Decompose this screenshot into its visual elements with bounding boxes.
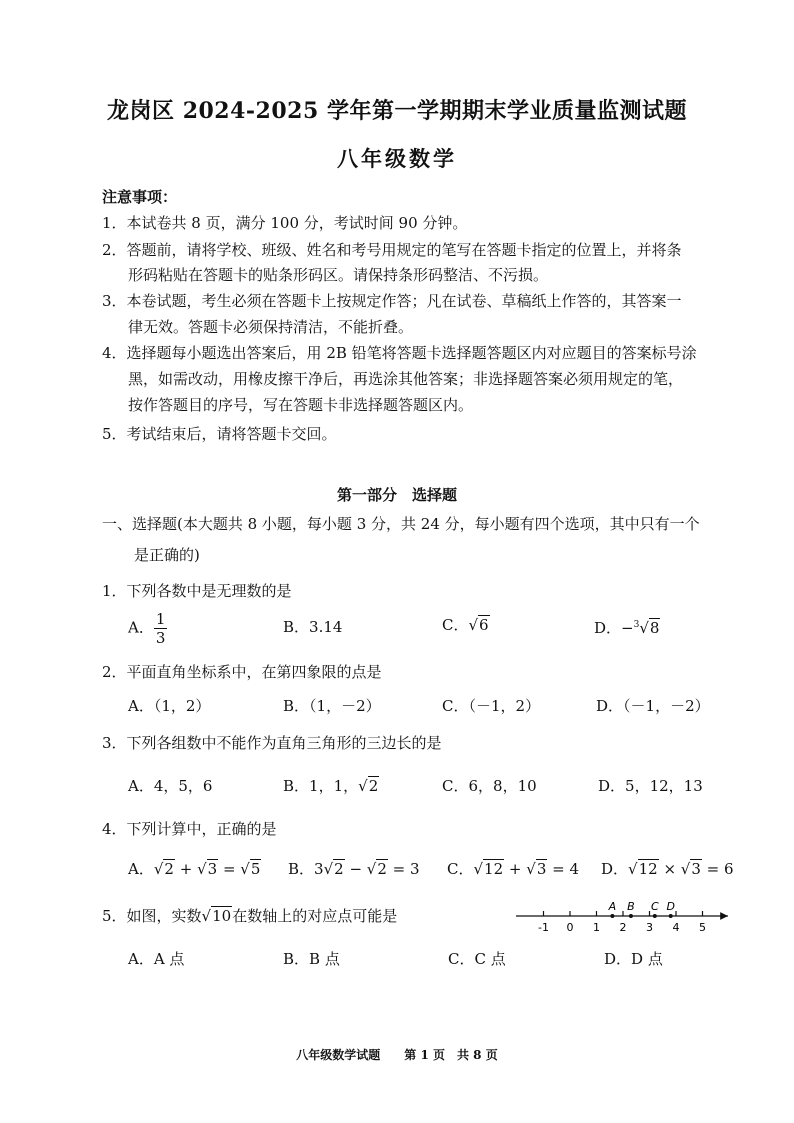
q3-option-c: C．6，8，10 xyxy=(442,777,537,795)
q2-option-d: D．（－1，－2） xyxy=(596,697,710,715)
part-intro-line-2: 是正确的) xyxy=(134,546,200,564)
q2-option-c: C．（－1，2） xyxy=(442,697,541,715)
q1-d-sqrt: √8 xyxy=(639,619,660,637)
number-line-point-label: C xyxy=(650,900,659,913)
q1-c-radicand: 6 xyxy=(479,616,489,634)
q4-b-radicand-1: 2 xyxy=(334,860,344,878)
q4-option-a xyxy=(128,858,261,880)
q4-d-sqrt-2: √3 xyxy=(680,860,701,878)
notice-line-4: 4．选择题每小题选出答案后，用 2B 铅笔将答题卡选择题答题区内对应题目的答案标号涂 xyxy=(102,344,697,362)
q2-stem: 2．平面直角坐标系中，在第四象限的点是 xyxy=(102,663,382,681)
q1-d-label: D．− xyxy=(594,619,634,637)
number-line-point-c xyxy=(653,914,657,918)
number-line-tick-label: 1 xyxy=(593,921,600,934)
q3-option-d: D．5，12，13 xyxy=(598,777,703,795)
q1-a-fraction xyxy=(154,610,168,647)
q2-option-b: B．（1，－2） xyxy=(283,697,381,715)
q1-option-d xyxy=(594,614,660,639)
q5-stem xyxy=(102,906,397,926)
q4-d-radicand-1: 12 xyxy=(638,860,658,878)
q4-d-radicand-2: 3 xyxy=(691,860,701,878)
q5-option-c: C．C 点 xyxy=(448,950,506,968)
notice-line-4c: 按作答题目的序号，写在答题卡非选择题答题区内。 xyxy=(128,396,474,414)
q5-stem-suffix: 在数轴上的对应点可能是 xyxy=(232,907,398,925)
q4-a-operator: + xyxy=(174,860,198,878)
q5-stem-prefix: 5．如图，实数 xyxy=(102,907,202,925)
number-line-figure xyxy=(508,896,734,940)
q1-option-b: B．3.14 xyxy=(283,618,343,636)
number-line-point-d xyxy=(669,914,673,918)
q4-a-sqrt-1: √2 xyxy=(153,860,174,878)
number-line-ticks xyxy=(538,911,706,934)
q1-c-label: C． xyxy=(442,616,469,634)
q5-option-b: B．B 点 xyxy=(283,950,340,968)
q4-a-sqrt-3: √5 xyxy=(240,860,261,878)
q5-stem-radicand: 10 xyxy=(212,907,232,925)
q4-c-sqrt-2: √3 xyxy=(526,860,547,878)
q4-a-equals: = xyxy=(218,860,241,878)
q3-option-b xyxy=(283,775,379,797)
notice-line-3: 3．本卷试题，考生必须在答题卡上按规定作答；凡在试卷、草稿纸上作答的，其答案一 xyxy=(102,292,682,310)
q4-b-sqrt-1: √2 xyxy=(323,860,344,878)
number-line-point-label: A xyxy=(608,900,617,913)
q4-d-operator: × xyxy=(658,860,681,878)
exam-title: 龙岗区 2024-2025 学年第一学期期末学业质量监测试题 xyxy=(107,98,687,124)
q3-option-a: A．4，5，6 xyxy=(128,777,213,795)
q1-a-label: A． xyxy=(128,618,154,637)
q3-stem: 3．下列各组数中不能作为直角三角形的三边长的是 xyxy=(102,734,442,752)
page-footer: 八年级数学试题 第 1 页 共 8 页 xyxy=(296,1048,498,1062)
q4-a-radicand-3: 5 xyxy=(250,860,261,878)
section-title: 第一部分 选择题 xyxy=(336,486,457,504)
q3-b-radicand: 2 xyxy=(368,777,379,795)
number-line-tick-label: 2 xyxy=(619,921,627,934)
q1-option-a xyxy=(128,610,167,647)
q4-a-radicand-2: 3 xyxy=(207,860,218,878)
q1-c-sqrt: √6 xyxy=(468,616,489,634)
q4-option-b xyxy=(288,858,420,880)
number-line-point-a xyxy=(610,914,614,918)
q1-a-numerator: 1 xyxy=(155,610,166,628)
q4-c-operator: + xyxy=(504,860,527,878)
q4-b-radicand-2: 2 xyxy=(377,860,387,878)
q3-b-label: B．1，1， xyxy=(283,777,359,795)
q4-d-sqrt-1: √12 xyxy=(628,860,658,878)
number-line-point-label: D xyxy=(666,900,675,913)
q4-c-sqrt-1: √12 xyxy=(473,860,504,878)
q4-option-d xyxy=(601,858,734,880)
number-line-tick-label: -1 xyxy=(538,921,549,934)
q4-option-c xyxy=(447,858,579,880)
q4-c-label: C． xyxy=(447,860,474,878)
q4-d-label: D． xyxy=(601,860,629,878)
number-line-tick-label: 4 xyxy=(672,921,680,934)
q5-option-d: D．D 点 xyxy=(604,950,663,968)
notice-line-5: 5．考试结束后，请将答题卡交回。 xyxy=(102,425,337,443)
q4-c-radicand-2: 3 xyxy=(536,860,547,878)
number-line-points xyxy=(608,900,675,918)
q1-option-c xyxy=(442,614,490,636)
notice-heading: 注意事项： xyxy=(102,188,178,206)
q1-d-root-index: 3 xyxy=(633,620,640,630)
part-intro-line-1: 一、选择题(本大题共 8 小题，每小题 3 分，共 24 分，每小题有四个选项，其中只有一个 xyxy=(102,515,700,533)
q4-a-sqrt-2: √3 xyxy=(197,860,218,878)
notice-line-1: 1．本试卷共 8 页，满分 100 分，考试时间 90 分钟。 xyxy=(102,214,468,232)
notice-line-2b: 形码粘贴在答题卡的贴条形码区。请保持条形码整洁、不污损。 xyxy=(128,266,549,284)
notice-line-3b: 律无效。答题卡必须保持清洁，不能折叠。 xyxy=(128,318,414,336)
number-line-tick-label: 5 xyxy=(699,921,706,934)
q5-stem-sqrt: √10 xyxy=(201,907,232,925)
q4-b-sqrt-2: √2 xyxy=(366,860,387,878)
number-line-tick-label: 0 xyxy=(566,921,574,934)
q3-b-sqrt: √2 xyxy=(358,777,379,795)
q1-d-radicand: 8 xyxy=(649,619,660,637)
exam-subtitle: 八年级数学 xyxy=(337,146,457,171)
notice-line-2: 2．答题前，请将学校、班级、姓名和考号用规定的笔写在答题卡指定的位置上，并将条 xyxy=(102,241,682,259)
number-line-point-label: B xyxy=(627,900,635,913)
q4-b-result: = 3 xyxy=(387,860,420,878)
q1-a-denominator: 3 xyxy=(155,629,166,647)
q4-stem: 4．下列计算中，正确的是 xyxy=(102,820,277,838)
notice-line-4b: 黑，如需改动，用橡皮擦干净后，再选涂其他答案；非选择题答案必须用规定的笔， xyxy=(128,370,684,388)
q5-option-a: A．A 点 xyxy=(128,950,185,968)
q2-option-a: A．（1，2） xyxy=(128,697,211,715)
q4-a-radicand-1: 2 xyxy=(164,860,174,878)
q4-c-radicand-1: 12 xyxy=(484,860,504,878)
q4-d-result: = 6 xyxy=(701,860,734,878)
q4-c-result: = 4 xyxy=(547,860,580,878)
number-line-tick-label: 3 xyxy=(646,921,653,934)
q1-stem: 1．下列各数中是无理数的是 xyxy=(102,582,292,600)
q4-a-label: A． xyxy=(128,860,154,878)
q4-b-operator: − xyxy=(344,860,367,878)
q4-b-label: B．3 xyxy=(288,860,324,878)
number-line-point-b xyxy=(629,914,633,918)
